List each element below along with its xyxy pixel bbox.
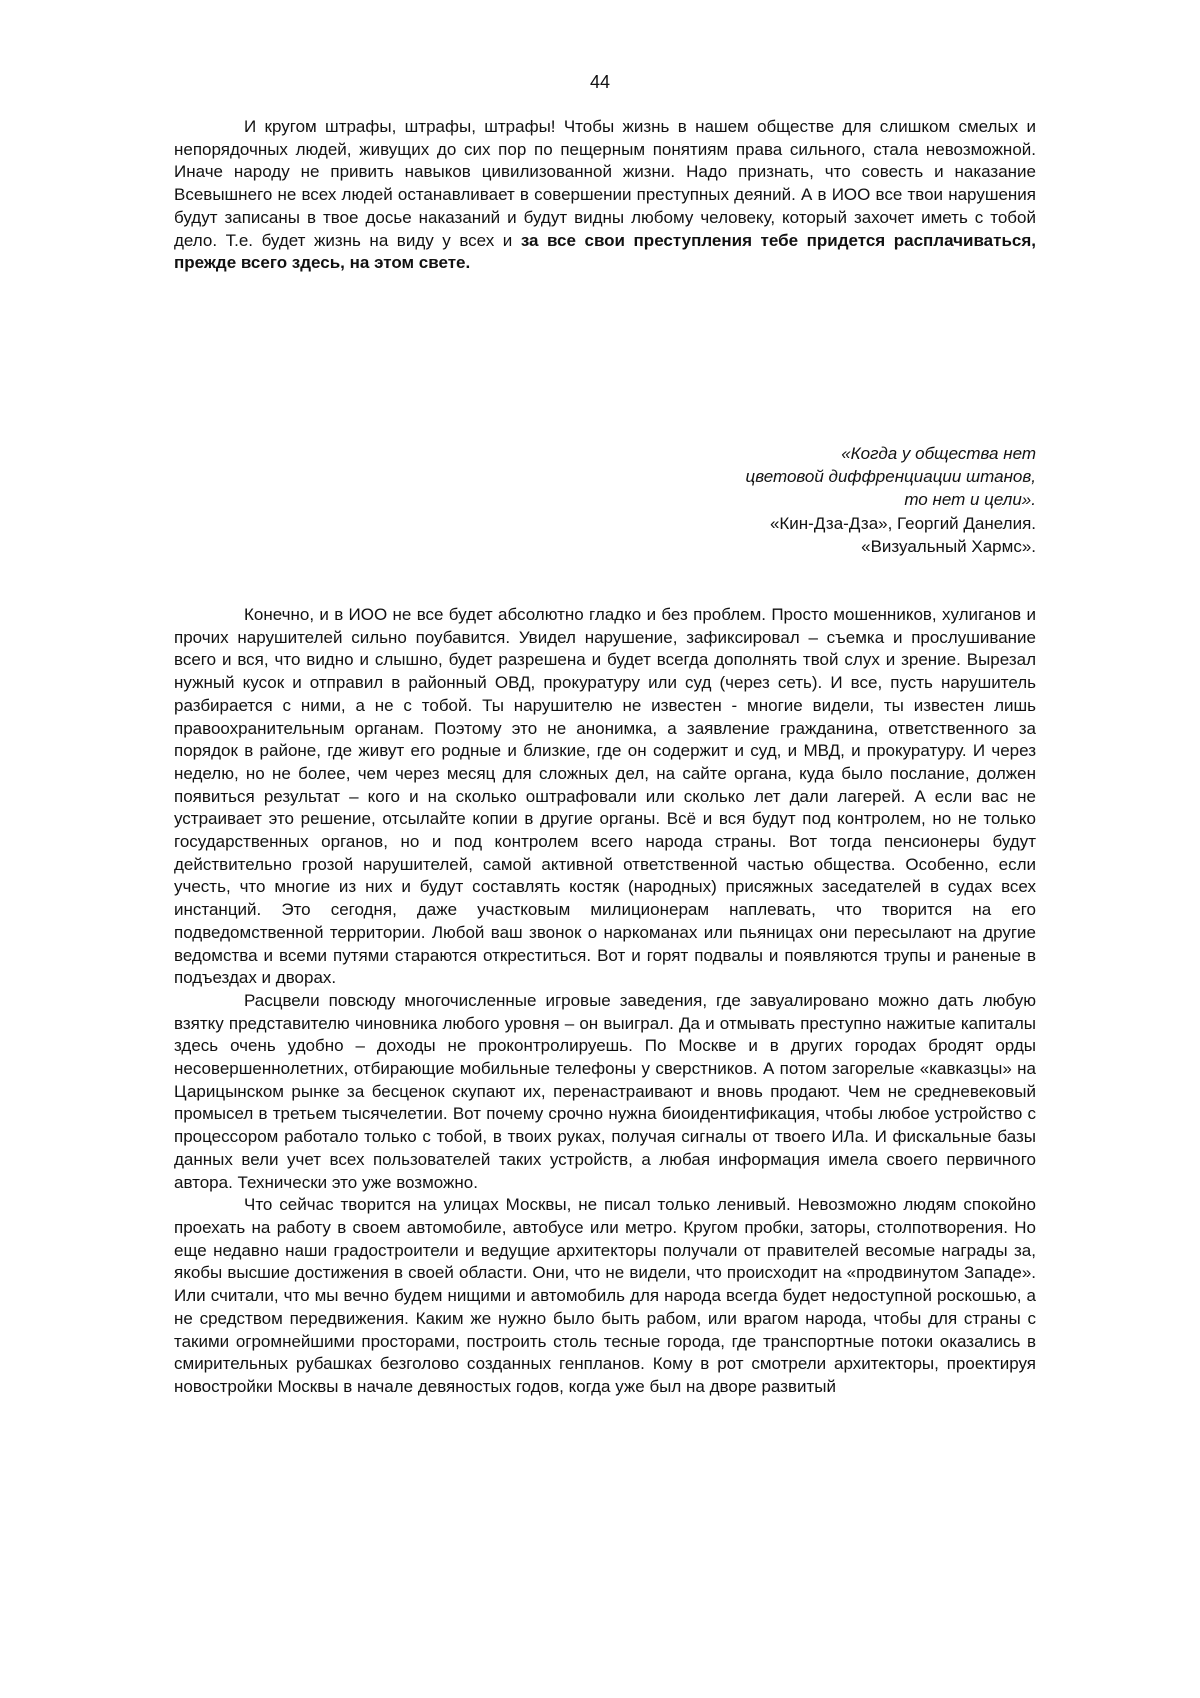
epigraph-quote-line-2: цветовой диффренциации штанов,	[745, 467, 1036, 487]
epigraph-quote-line-3: то нет и цели».	[904, 490, 1036, 510]
epigraph-source: «Кин-Дза-Дза», Георгий Данелия.	[769, 513, 1036, 533]
main-text-block	[174, 604, 1036, 1399]
body-paragraph-2: Расцвели повсюду многочисленные игровые заведения, где завуалировано можно дать любую взятку представителю чиновника любого уровня – он выиграл. Да и отмывать преступно нажитые капиталы здесь очень удобно – доходы не проконтролируешь. По Москве и в других городах бродят орды несовершеннолетних, отбирающие мобильные телефоны у сверстников. А потом загорелые «кавказцы» на Царицынском рынке за бесценок скупают их, перенастраивают и вновь продают. Чем не средневековый промысел в третьем тысячелетии. Вот почему срочно нужна биоидентификация, чтобы любое устройство с процессором работало только с тобой, в твоих руках, получая сигналы от твоего ИЛа. И фискальные базы данных вели учет всех пользователей таких устройств, а любая информация имела своего первичного автора. Технически это уже возможно.	[174, 990, 1036, 1192]
epigraph	[560, 442, 1036, 558]
epigraph-attribution: «Визуальный Хармс».	[861, 536, 1036, 556]
intro-text: И кругом штрафы, штрафы, штрафы! Чтобы жизнь в нашем обществе для слишком смелых и непорядочных людей, живущих до сих пор по пещерным понятиям права сильного, стала невозможной. Иначе народу не привить навыков цивилизованной жизни. Надо признать, что совесть и наказание Всевышнего не всех людей останавливает в совершении преступных деяний. А в ИОО все твои нарушения будут записаны в твое досье наказаний и будут видны любому человеку, который захочет иметь с тобой дело. Т.е. будет жизнь на виду у всех и	[174, 117, 1036, 250]
intro-block	[174, 116, 1036, 275]
intro-paragraph	[174, 116, 1036, 275]
intro-bold-text: за все свои преступления тебе придется расплачиваться, прежде всего здесь, на этом свете.	[174, 230, 1036, 273]
body-paragraph-1: Конечно, и в ИОО не все будет абсолютно гладко и без проблем. Просто мошенников, хулиганов и прочих нарушителей сильно поубавится. Увидел нарушение, зафиксировал – съемка и прослушивание всего и вся, что видно и слышно, будет разрешена и будет всегда дополнять твой слух и зрение. Вырезал нужный кусок и отправил в районный ОВД, прокуратуру или суд (через сеть). И все, пусть нарушитель разбирается с ними, а не с тобой. Ты нарушителю не известен - многие видели, ты известен лишь правоохранительным органам. Поэтому это не анонимка, а заявление гражданина, ответственного за порядок в районе, где живут его родные и близкие, где он содержит и суд, и МВД, и прокуратуру. И через неделю, но не более, чем через месяц для сложных дел, на сайте органа, куда было послание, должен появиться результат – кого и на сколько оштрафовали или сколько лет дали лагерей. А если вас не устраивает это решение, отсылайте копии в другие органы. Всё и вся будут под контролем, но не только государственных органов, но и под контролем всего народа страны. Вот тогда пенсионеры будут действительно грозой нарушителей, самой активной ответственной частью общества. Особенно, если учесть, что многие из них и будут составлять костяк (народных) присяжных заседателей в судах всех инстанций. Это сегодня, даже участковым милиционерам наплевать, что творится на его подведомственной территории. Любой ваш звонок о наркоманах или пьяницах они пересылают на другие ведомства и всеми путями стараются откреститься. Вот и горят подвалы и появляются трупы и раненые в подъездах и дворах.	[174, 605, 1036, 988]
body-paragraph-3: Что сейчас творится на улицах Москвы, не писал только ленивый. Невозможно людям спокойно проехать на работу в своем автомобиле, автобусе или метро. Кругом пробки, заторы, столпотворения. Но еще недавно наши градостроители и ведущие архитекторы получали от правителей весомые награды за, якобы высшие достижения в своей области. Они, что не видели, что происходит на «продвинутом Западе». Или считали, что мы вечно будем нищими и автомобиль для народа всегда будет недоступной роскошью, а не средством передвижения. Каким же нужно было быть рабом, или врагом народа, чтобы для страны с такими огромнейшими просторами, построить столь тесные города, где транспортные потоки оказались в смирительных рубашках безголово созданных генпланов. Кому в рот смотрели архитекторы, проектируя новостройки Москвы в начале девяностых годов, когда уже был на дворе развитый	[174, 1195, 1036, 1396]
epigraph-quote-line-1: «Когда у общества нет	[841, 444, 1036, 463]
page-number: 44	[589, 72, 611, 92]
